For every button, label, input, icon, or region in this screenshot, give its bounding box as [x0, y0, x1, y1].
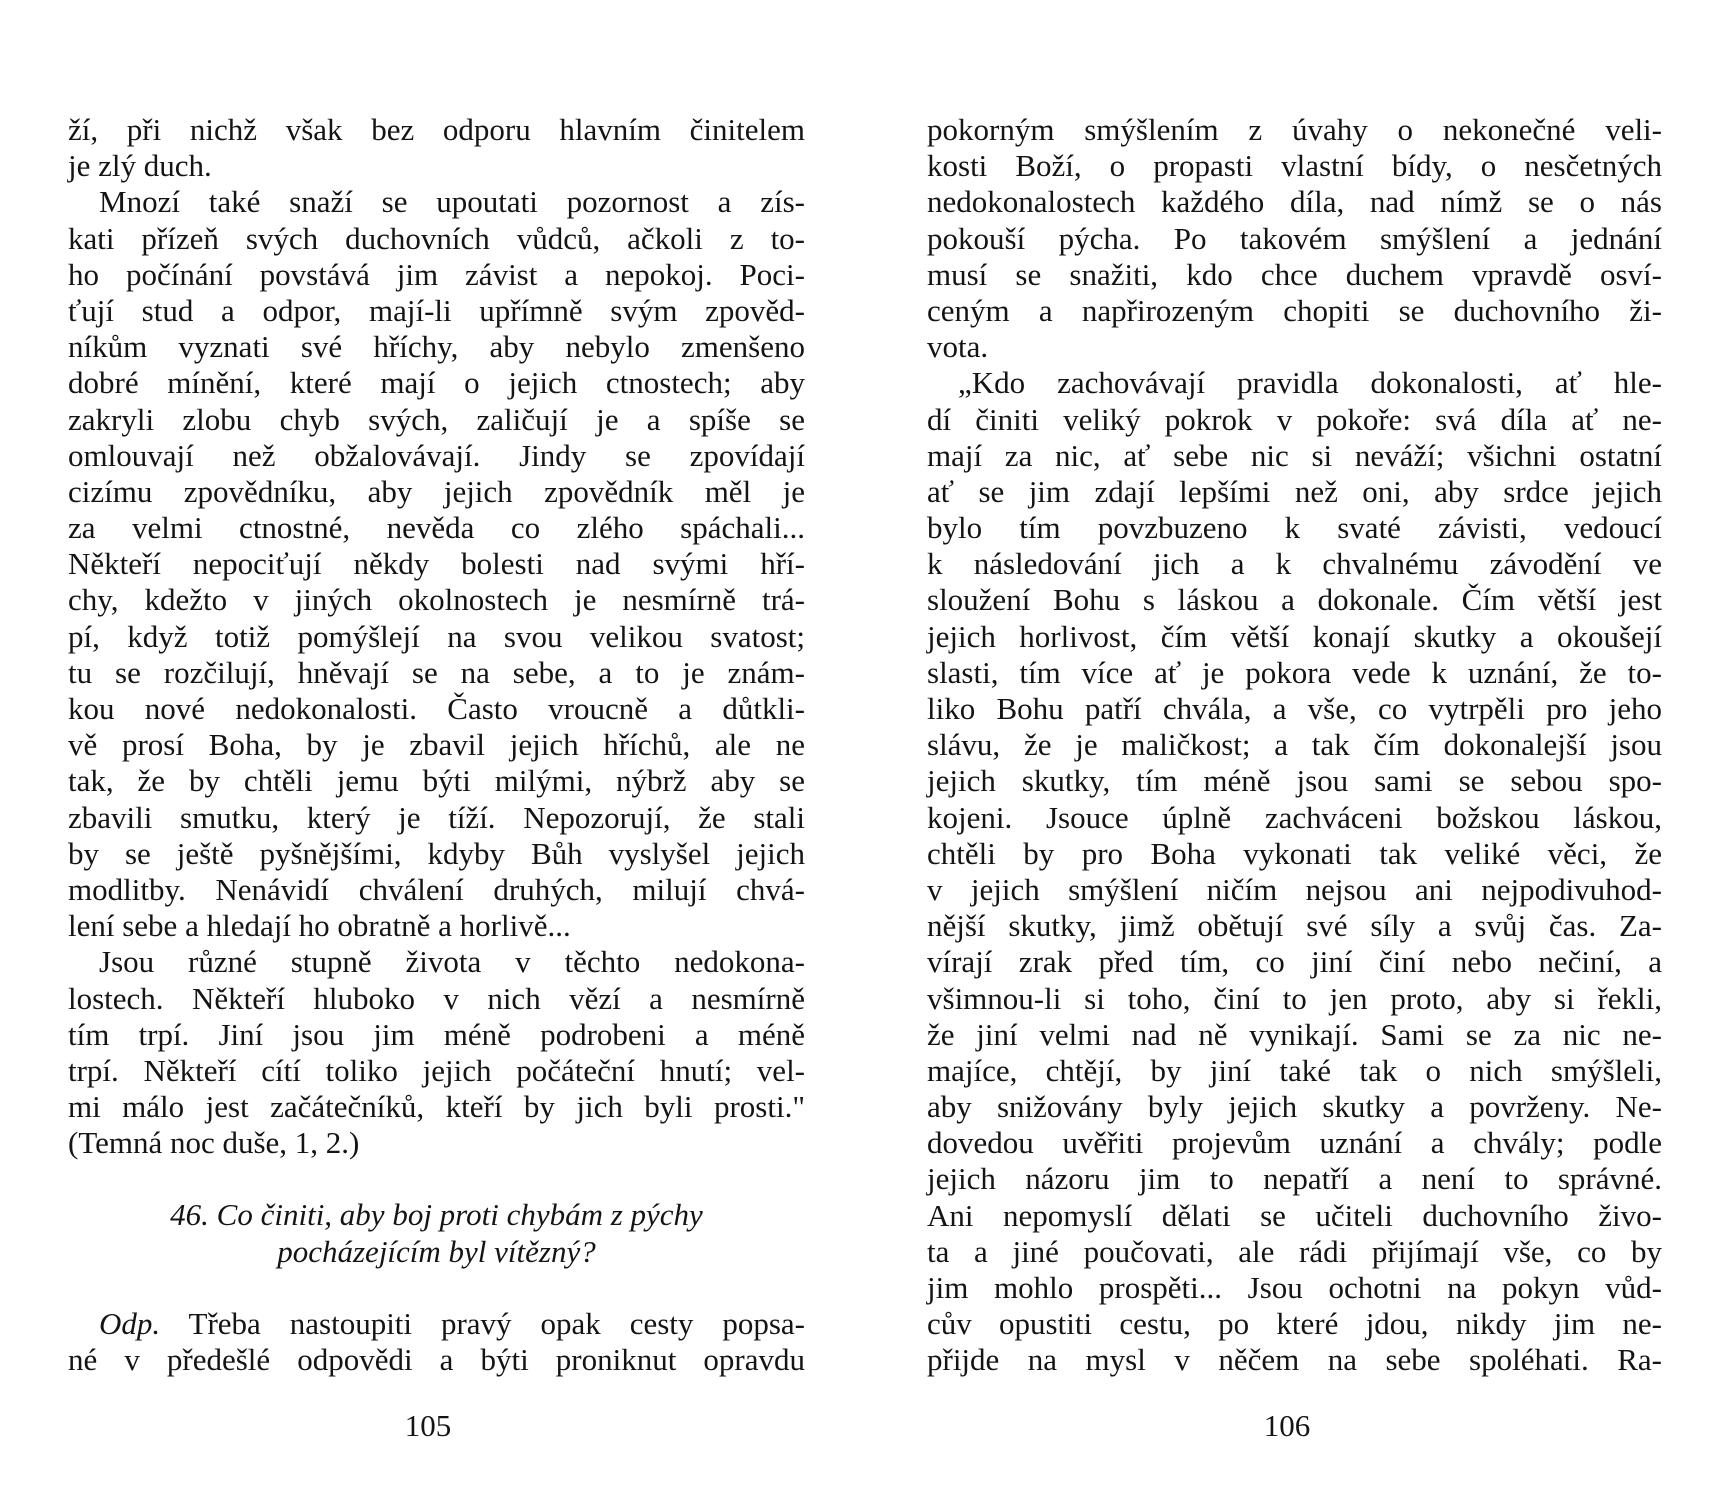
answer-text: Třeba nastoupiti pravý opak cesty popsa- [188, 1305, 805, 1341]
text-line: lostech. Někteří hluboko v nich vězí a nesmírně [68, 980, 805, 1016]
heading-line: 46. Co činiti, aby boj proti chybám z pýchy [170, 1197, 703, 1233]
text-line: cův opustiti cestu, po které jdou, nikdy jim ne- [927, 1306, 1662, 1342]
text-line: nedokonalostech každého díla, nad nímž se o nás [927, 184, 1662, 220]
text-line: né v předešlé odpovědi a býti proniknut opravdu [68, 1342, 805, 1377]
text-line: vě prosí Boha, by je zbavil jejich hříchů, ale ne [68, 727, 805, 763]
text-line: mi málo jest začátečníků, kteří by jich byli prosti." [68, 1089, 805, 1125]
text-line: majíce, chtějí, by jiní také tak o nich smýšleli, [927, 1052, 1662, 1088]
text-line: v jejich smýšlení ničím nejsou ani nejpodivuhod- [927, 871, 1662, 907]
text-line: by se ještě pyšnějšími, kdyby Bůh vyslyšel jejich [68, 835, 805, 871]
text-line: dovedou uvěřiti projevům uznání a chvály; podle [927, 1125, 1662, 1161]
text-line: chtěli by pro Boha vykonati tak veliké věci, že [927, 835, 1662, 871]
text-line: Ani nepomyslí dělati se učiteli duchovního živo- [927, 1197, 1662, 1233]
text-line: pokouší pýcha. Po takovém smýšlení a jednání [927, 220, 1662, 256]
question-heading [68, 1197, 805, 1269]
text-line: tím trpí. Jiní jsou jim méně podrobeni a méně [68, 1016, 805, 1052]
text-line: že jiní velmi nad ně vynikají. Sami se za nic ne- [927, 1016, 1662, 1052]
text-line: slávu, že je maličkost; a tak čím dokonalejší jsou [927, 727, 1662, 763]
text-line: musí se snažiti, kdo chce duchem vpravdě osví- [927, 256, 1662, 292]
page-number-left: 105 [404, 1408, 452, 1443]
text-line: jejich názoru jim to nepatří a není to správné. [927, 1161, 1662, 1197]
text-line: modlitby. Nenávidí chválení druhých, milují chvá- [68, 871, 805, 907]
right-page [857, 0, 1714, 1500]
text-line: všimnou-li si toho, činí to jen proto, aby si řekli, [927, 980, 1662, 1016]
text-line: jejich skutky, tím méně jsou sami se sebou spo- [927, 763, 1662, 799]
text-line: k následování jich a k chvalnému závodění ve [927, 546, 1662, 582]
text-line: dobré mínění, které mají o jejich ctnostech; aby [68, 365, 805, 401]
text-line: cizímu zpovědníku, aby jejich zpovědník měl je [68, 473, 805, 509]
right-page-text [927, 112, 1662, 1379]
text-line: bylo tím povzbuzeno k svaté závisti, vedoucí [927, 510, 1662, 546]
text-line: zbavili smutku, který je tíží. Nepozorují, že stali [68, 799, 805, 835]
text-line: ťují stud a odpor, mají-li upřímně svým zpověd- [68, 292, 805, 328]
answer-label: Odp. [99, 1305, 161, 1341]
text-line: vota. [927, 329, 989, 365]
text-line: za velmi ctnostné, nevěda co zlého spáchali... [68, 510, 805, 546]
text-line: přijde na mysl v něčem na sebe spoléhati. Ra- [927, 1342, 1662, 1378]
left-page-text [68, 112, 805, 1378]
answer-line [68, 1306, 805, 1342]
text-line: pí, když totiž pomýšlejí na svou velikou svatost; [68, 618, 805, 654]
text-line: ať se jim zdají lepšími než oni, aby srdce jejich [927, 473, 1662, 509]
text-line: nější skutky, jimž obětují své síly a svůj čas. Za- [927, 908, 1662, 944]
text-line: kati přízeň svých duchovních vůdců, ačkoli z to- [68, 220, 805, 256]
text-line: sloužení Bohu s láskou a dokonale. Čím větší jest [927, 582, 1662, 618]
text-line: ceným a napřirozeným chopiti se duchovního ži- [927, 292, 1662, 328]
text-line: „Kdo zachovávají pravidla dokonalosti, ať hle- [958, 365, 1662, 401]
heading-line: pocházejícím byl vítězný? [277, 1233, 596, 1269]
text-line: liko Bohu patří chvála, a vše, co vytrpěli pro jeho [927, 691, 1662, 726]
text-line: jim mohlo prospěti... Jsou ochotni na pokyn vůd- [927, 1270, 1662, 1305]
text-line: kou nové nedokonalosti. Často vroucně a důtkli- [68, 691, 805, 726]
text-line: lení sebe a hledají ho obratně a horlivě... [68, 908, 571, 944]
text-line: vírají zrak před tím, co jiní činí nebo nečiní, a [927, 944, 1662, 980]
text-line: jejich horlivost, čím větší konají skutky a okoušejí [927, 618, 1662, 654]
text-line: je zlý duch. [68, 148, 212, 184]
text-line: tu se rozčilují, hněvají se na sebe, a to je znám- [68, 654, 805, 690]
text-line: mají za nic, ať sebe nic si neváží; všichni ostatní [927, 437, 1662, 473]
text-line: pokorným smýšlením z úvahy o nekonečné veli- [927, 112, 1662, 147]
text-line: ží, při nichž však bez odporu hlavním činitelem [68, 112, 805, 147]
text-line: chy, kdežto v jiných okolnostech je nesmírně trá- [68, 582, 805, 618]
text-line: tak, že by chtěli jemu býti milými, nýbrž aby se [68, 763, 805, 799]
text-line: Jsou různé stupně života v těchto nedokona- [99, 944, 805, 980]
text-line: ta a jiné poučovati, ale rádi přijímají vše, co by [927, 1233, 1662, 1269]
text-line: kosti Boží, o propasti vlastní bídy, o nesčetných [927, 148, 1662, 184]
text-line: zakryli zlobu chyb svých, zaličují je a spíše se [68, 401, 805, 437]
text-line: níkům vyznati své hříchy, aby nebylo zmenšeno [68, 329, 805, 365]
text-line: dí činiti veliký pokrok v pokoře: svá díla ať ne- [927, 401, 1662, 437]
text-line: ho počínání povstává jim závist a nepokoj. Poci- [68, 256, 805, 292]
text-line: trpí. Někteří cítí toliko jejich počáteční hnutí; vel- [68, 1052, 805, 1088]
text-line: Mnozí také snaží se upoutati pozornost a zís- [99, 184, 805, 220]
text-line: aby snižovány byly jejich skutky a povrženy. Ne- [927, 1089, 1662, 1125]
text-line: slasti, tím více ať je pokora vede k uznání, že to- [927, 654, 1662, 690]
page-number-right: 106 [1263, 1408, 1311, 1443]
text-line: kojeni. Jsouce úplně zachváceni božskou láskou, [927, 799, 1662, 835]
text-line: (Temná noc duše, 1, 2.) [68, 1125, 360, 1161]
text-line: omlouvají než obžalovávají. Jindy se zpovídají [68, 437, 805, 473]
text-line: Někteří nepociťují někdy bolesti nad svými hří- [68, 546, 805, 582]
